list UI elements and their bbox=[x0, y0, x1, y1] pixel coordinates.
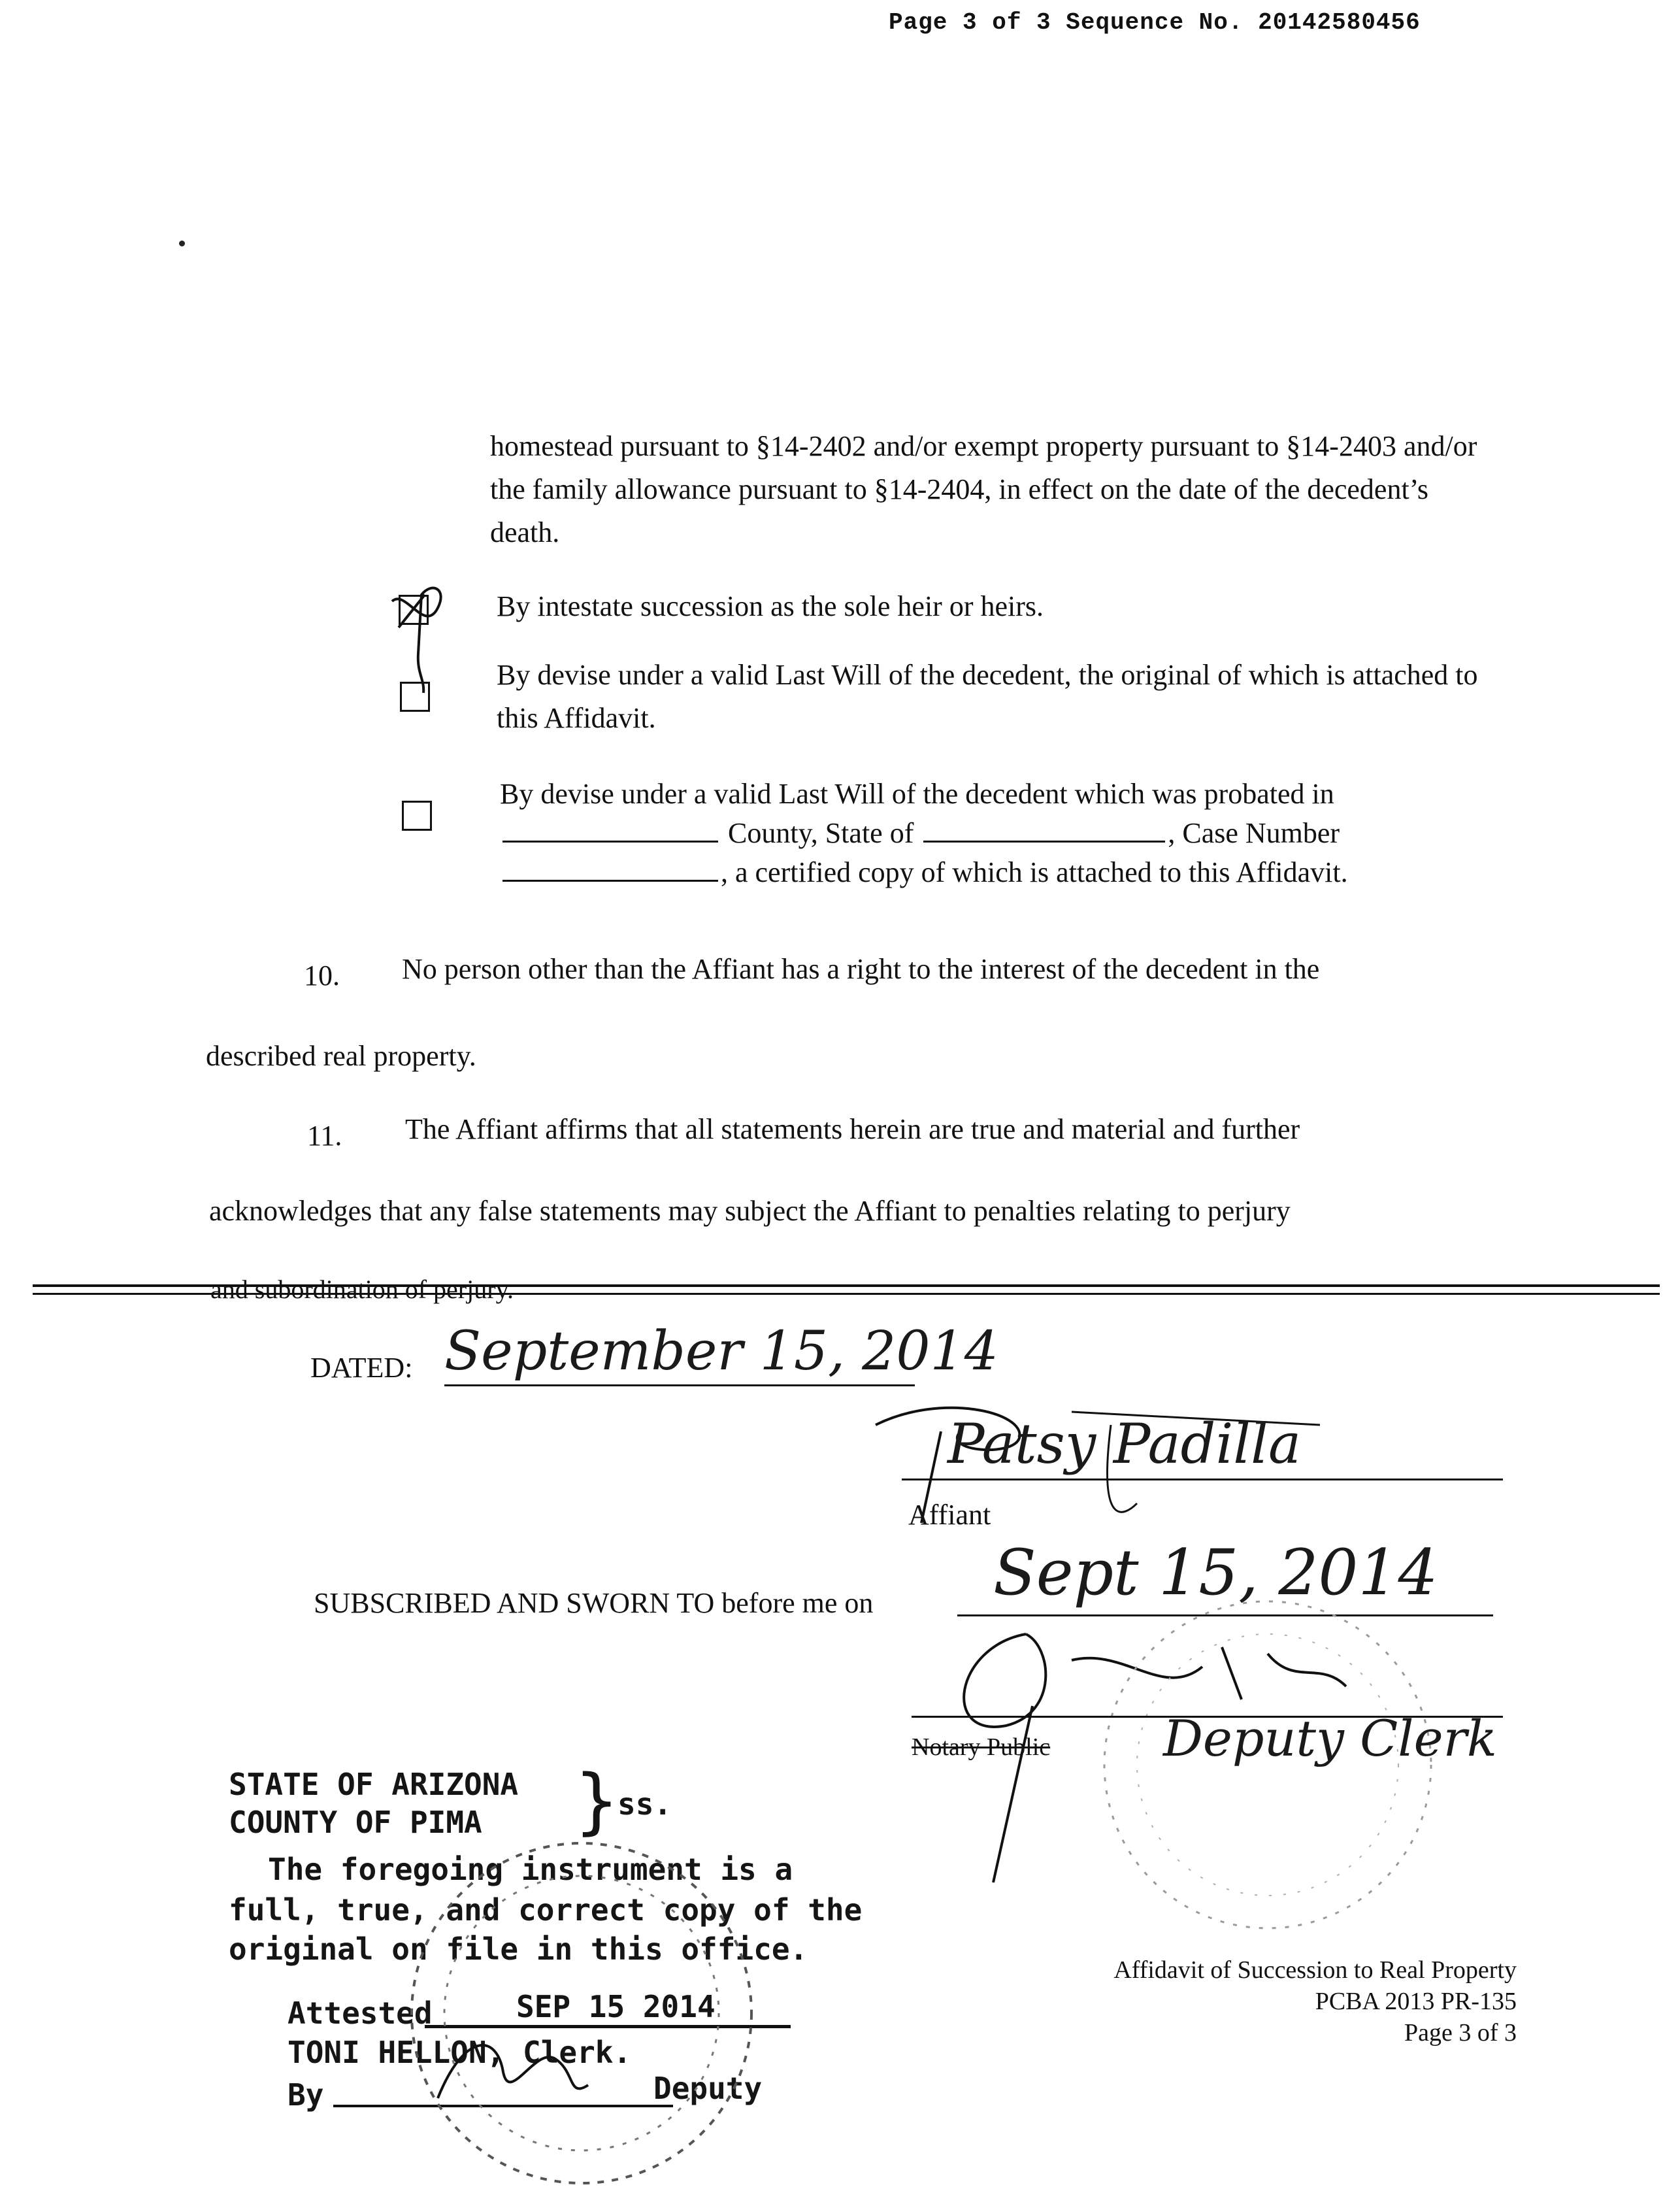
stamp-line4: full, true, and correct copy of the bbox=[229, 1892, 863, 1928]
item-10-line2: described real property. bbox=[206, 1040, 476, 1072]
stamp-clerk: TONI HELLON, Clerk. bbox=[288, 2035, 632, 2070]
item-11-line2: acknowledges that any false statements may subject the Affiant to penalties relating to perjury bbox=[209, 1195, 1291, 1227]
dated-label: DATED: bbox=[310, 1352, 413, 1384]
option-intestate-text: By intestate succession as the sole heir or heirs. bbox=[497, 590, 1044, 622]
section-divider-second bbox=[33, 1293, 1660, 1295]
county-blank[interactable] bbox=[502, 840, 718, 843]
certified-copy-text: , a certified copy of which is attached to this Affidavit. bbox=[721, 856, 1348, 888]
clerk-signature-mark bbox=[425, 2020, 595, 2124]
deputy-clerk-handwritten: Deputy Clerk bbox=[1163, 1709, 1497, 1767]
stamp-attested-label: Attested bbox=[288, 1996, 433, 2031]
option-will-probated-line1: By devise under a valid Last Will of the decedent which was probated in bbox=[500, 778, 1334, 810]
option-will-attached-text bbox=[497, 654, 1483, 740]
item-10-number: 10. bbox=[304, 960, 340, 992]
scan-speck bbox=[179, 241, 185, 246]
option-will-probated-line3 bbox=[500, 853, 1480, 892]
sworn-label: SUBSCRIBED AND SWORN TO before me on bbox=[314, 1587, 874, 1619]
footer-title: Affidavit of Succession to Real Property bbox=[1113, 1956, 1517, 1984]
stamp-brace: } bbox=[575, 1759, 619, 1843]
stamp-attested-date: SEP 15 2014 bbox=[516, 1989, 716, 2024]
stamp-line5: original on file in this office. bbox=[229, 1931, 808, 1967]
continued-paragraph bbox=[490, 425, 1483, 554]
continued-paragraph-text: homestead pursuant to §14-2402 and/or exempt property pursuant to §14-2403 and/or the family allowance pursuant to §14-2404, in effect on the date of the decedent’s death. bbox=[490, 430, 1477, 548]
item-11-line3: and subordination of perjury. bbox=[210, 1275, 514, 1304]
affiant-signature: Patsy Padilla bbox=[947, 1412, 1302, 1476]
stamp-by-label: By bbox=[288, 2077, 324, 2113]
page-sequence-header: Page 3 of 3 Sequence No. 20142580456 bbox=[889, 9, 1421, 36]
sworn-date-handwritten: Sept 15, 2014 bbox=[993, 1536, 1438, 1609]
case-number-label: , Case Number bbox=[1168, 817, 1340, 849]
case-number-blank[interactable] bbox=[502, 879, 718, 882]
notary-label: Notary Public bbox=[912, 1733, 1051, 1761]
county-state-label: County, State of bbox=[728, 817, 914, 849]
option-will-probated-line2 bbox=[500, 814, 1480, 853]
clerk-seal-outline bbox=[399, 1830, 765, 2196]
stamp-county: COUNTY OF PIMA bbox=[229, 1805, 482, 1840]
option-will-attached-checkbox[interactable] bbox=[400, 682, 430, 712]
stamp-state: STATE OF ARIZONA bbox=[229, 1767, 519, 1802]
dated-handwritten: September 15, 2014 bbox=[444, 1320, 998, 1382]
stamp-ss: ss. bbox=[618, 1786, 672, 1822]
option-will-attached-label: By devise under a valid Last Will of the decedent, the original of which is attached to this Affidavit. bbox=[497, 659, 1478, 734]
document-footer bbox=[994, 1954, 1517, 2048]
section-divider bbox=[33, 1284, 1660, 1287]
stamp-deputy: Deputy bbox=[653, 2071, 763, 2106]
item-10-line1: No person other than the Affiant has a right to the interest of the decedent in the bbox=[402, 953, 1320, 985]
option-will-probated-checkbox[interactable] bbox=[402, 801, 432, 831]
footer-form-number: PCBA 2013 PR-135 bbox=[1315, 1988, 1517, 2015]
dated-line bbox=[444, 1384, 915, 1386]
footer-page-number: Page 3 of 3 bbox=[1404, 2019, 1517, 2047]
affiant-signature-line bbox=[902, 1479, 1503, 1480]
state-blank[interactable] bbox=[923, 840, 1165, 843]
item-11-number: 11. bbox=[307, 1120, 342, 1152]
option-will-probated-text bbox=[500, 775, 1480, 892]
item-11-line1: The Affiant affirms that all statements herein are true and material and further bbox=[405, 1113, 1300, 1145]
affiant-label: Affiant bbox=[908, 1499, 991, 1531]
stamp-line3: The foregoing instrument is a bbox=[268, 1852, 793, 1887]
